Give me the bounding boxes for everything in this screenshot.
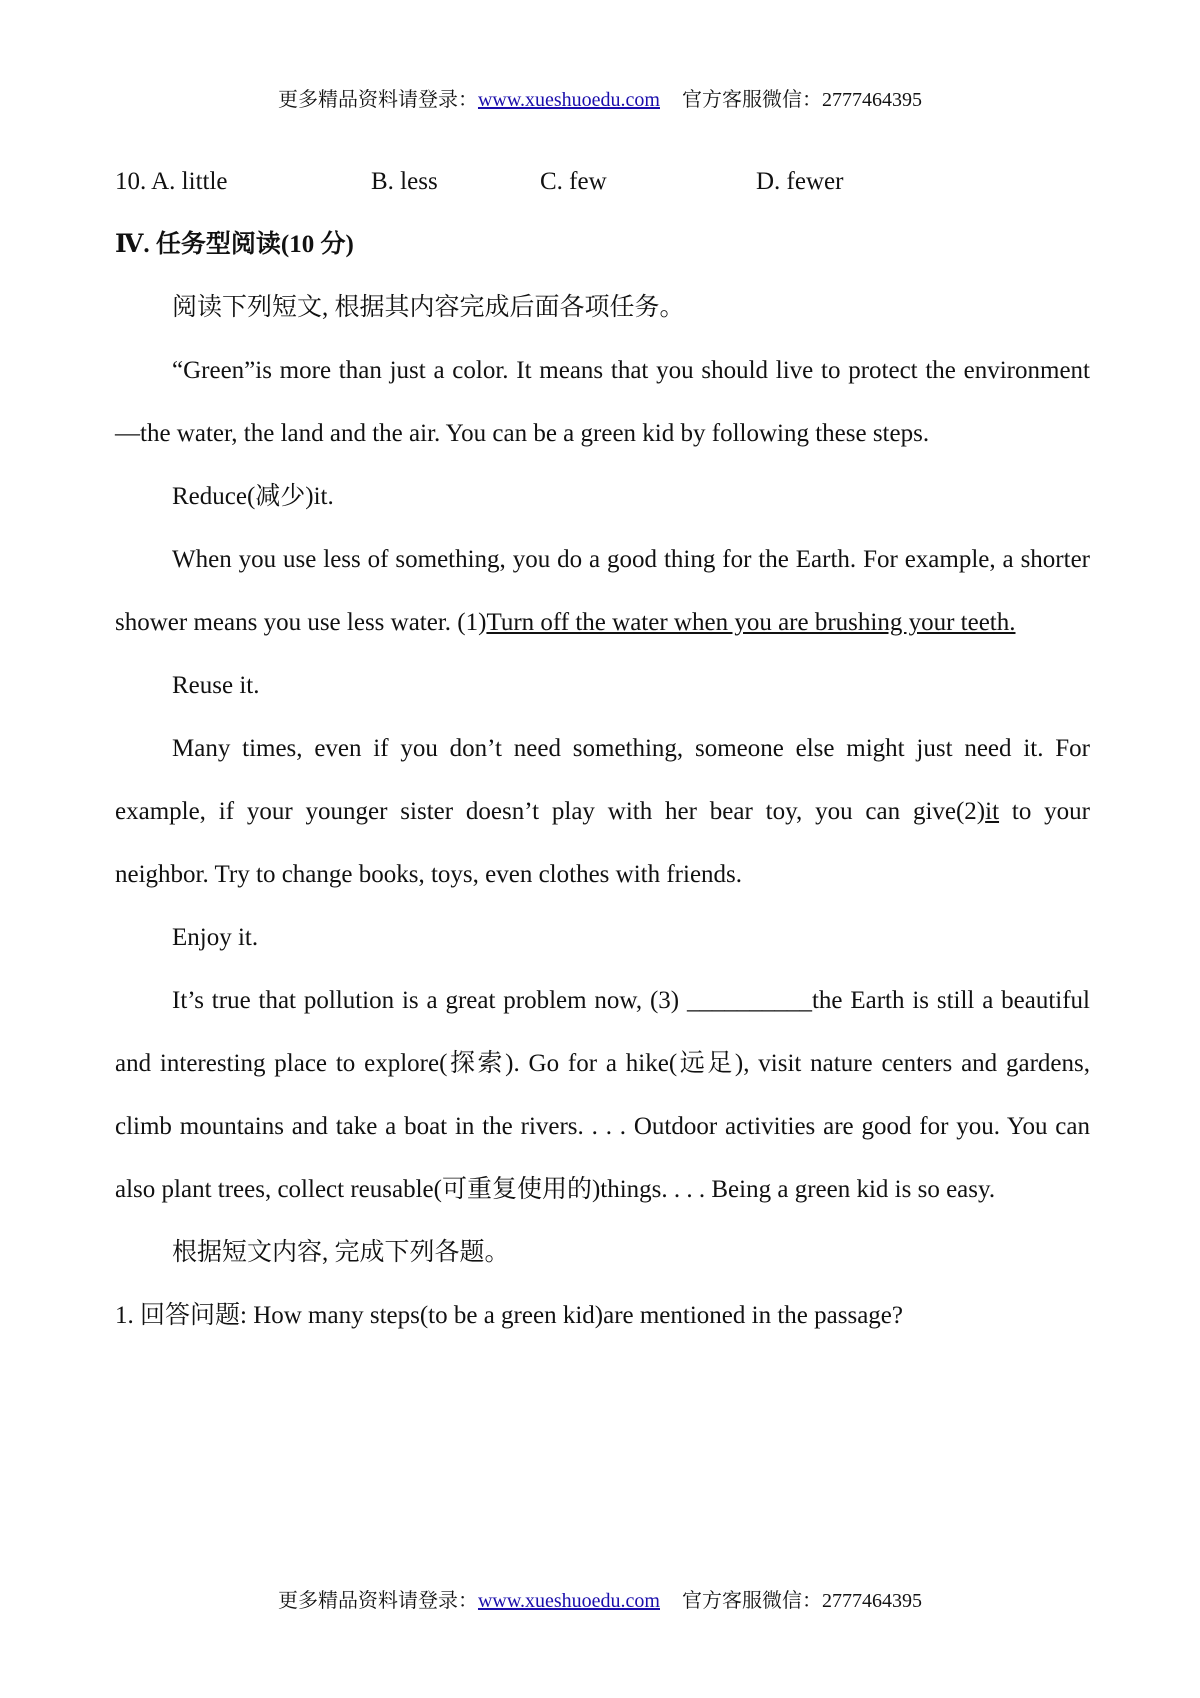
header-label: 更多精品资料请登录： <box>277 89 478 111</box>
underlined-sentence-1: Turn off the water when you are brushing your teeth. <box>486 609 1016 636</box>
enjoy-heading: Enjoy it. <box>172 924 259 951</box>
option-b: B. less <box>371 168 438 195</box>
option-d: D. fewer <box>756 168 844 195</box>
tasks-instruction: 根据短文内容, 完成下列各题。 <box>172 1239 510 1266</box>
page-footer <box>0 1589 1200 1613</box>
reduce-paragraph <box>115 528 1090 654</box>
footer-link[interactable]: www.xueshuoedu.com <box>477 1590 660 1612</box>
reduce-heading: Reduce(减少)it. <box>172 483 334 510</box>
footer-label: 更多精品资料请登录： <box>277 1590 478 1612</box>
option-c: C. few <box>540 168 607 195</box>
section-instruction: 阅读下列短文, 根据其内容完成后面各项任务。 <box>172 294 685 321</box>
reuse-heading: Reuse it. <box>172 672 260 699</box>
question-10-options <box>115 150 1090 213</box>
page-header <box>0 88 1200 112</box>
footer-service: 官方客服微信：2777464395 <box>682 1590 922 1612</box>
reuse-paragraph <box>115 717 1090 906</box>
header-link[interactable]: www.xueshuoedu.com <box>477 89 660 111</box>
task-question-1: 1. 回答问题: How many steps(to be a green kid)are mentioned in the passage? <box>115 1302 903 1329</box>
option-a: 10. A. little <box>115 168 228 195</box>
content <box>115 150 1090 1347</box>
reuse-text-1: Many times, even if you don’t need something, someone else might just need it. For example, if your younger sister doesn’t play with her bear toy, you can give(2) <box>115 735 1090 825</box>
underlined-word-2: it <box>985 798 1000 825</box>
passage-intro: “Green”is more than just a color. It means that you should live to protect the environment—the water, the land and the air. You can be a green kid by following these steps. <box>115 357 1090 447</box>
enjoy-paragraph: It’s true that pollution is a great problem now, (3) __________the Earth is still a beautiful and interesting place to explore(探索). Go for a hike(远足), visit nature centers and gardens, climb mountains and take a boat in the rivers. . . . Outdoor activities are good for you. You can also plant trees, collect reusable(可重复使用的)things. . . . Being a green kid is so easy. <box>115 987 1090 1203</box>
reduce-text: When you use less of something, you do a good thing for the Earth. For example, a shorter shower means you use less water. (1) <box>115 546 1090 636</box>
section-title: Ⅳ. 任务型阅读(10 分) <box>115 231 354 258</box>
header-service: 官方客服微信：2777464395 <box>682 89 922 111</box>
reuse-text-2: to your neighbor. Try to change books, toys, even clothes with friends. <box>115 798 1090 888</box>
